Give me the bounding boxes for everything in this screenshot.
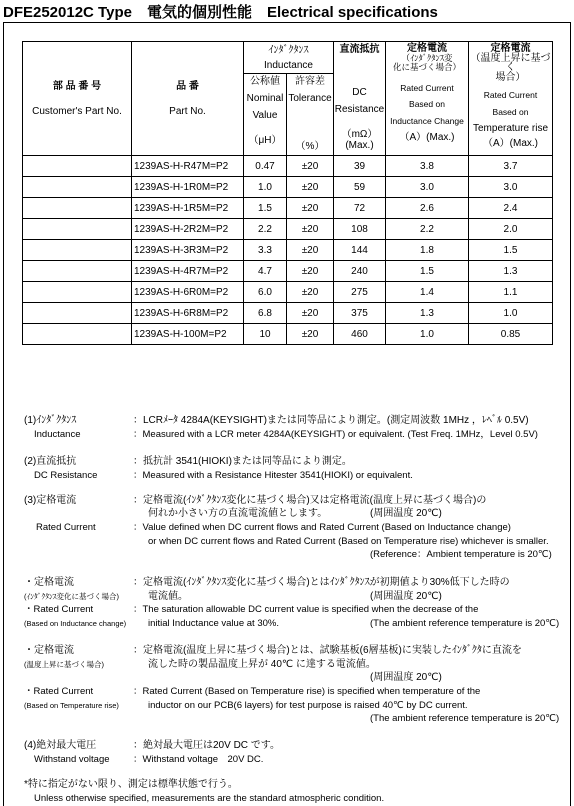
- note-ic-label-en: ・Rated Current: [24, 604, 94, 615]
- part-no-header: 品 番 Part No.: [132, 42, 244, 156]
- rated-current-temperature-cell: 3.0: [469, 177, 553, 198]
- rated-current-temperature-cell: 0.85: [469, 324, 553, 345]
- inductance-header: ｲﾝﾀﾞｸﾀﾝｽ Inductance: [244, 42, 334, 74]
- part-no-cell: 1239AS-H-1R0M=P2: [132, 177, 244, 198]
- rated-current-temperature-cell: 1.0: [469, 303, 553, 324]
- part-no-cell: 1239AS-H-6R0M=P2: [132, 282, 244, 303]
- dc-resistance-cell: 240: [334, 261, 386, 282]
- note-tr-label: ・定格電流: [24, 645, 74, 656]
- part-no-cell: 1239AS-H-6R8M=P2: [132, 303, 244, 324]
- note-rated-jp2: 何れか小さい方の直流電流値とします。: [148, 508, 328, 519]
- rated-current-temperature-cell: 2.0: [469, 219, 553, 240]
- note-tr-jp3: (周囲温度 20℃): [370, 672, 442, 683]
- nominal-value-header: 公称値 Nominal Value （μH）: [244, 74, 287, 156]
- tolerance-cell: ±20: [287, 177, 334, 198]
- part-no-cell: 1239AS-H-1R5M=P2: [132, 198, 244, 219]
- rated-current-inductance-cell: 1.4: [386, 282, 469, 303]
- note-dc-label: (2)直流抵抗: [24, 456, 77, 467]
- rated-current-temperature-cell: 2.4: [469, 198, 553, 219]
- tolerance-cell: ±20: [287, 156, 334, 177]
- note-dc-label-en: DC Resistance: [34, 470, 98, 481]
- dc-resistance-cell: 460: [334, 324, 386, 345]
- inductance-cell: 1.5: [244, 198, 287, 219]
- dc-resistance-cell: 59: [334, 177, 386, 198]
- inductance-cell: 1.0: [244, 177, 287, 198]
- note-rated-jp1: ：定格電流(ｲﾝﾀﾞｸﾀﾝｽ変化に基づく場合)又は定格電流(温度上昇に基づく場合)の: [133, 495, 487, 506]
- note-rated-en1: ：Value defined when DC current flows and Rated Current (Based on Inductance change): [133, 522, 511, 533]
- dc-resistance-cell: 72: [334, 198, 386, 219]
- rated-current-temperature-cell: 1.3: [469, 261, 553, 282]
- note-rated-label-en: Rated Current: [36, 522, 96, 533]
- inductance-cell: 6.8: [244, 303, 287, 324]
- rated-current-temperature-cell: 3.7: [469, 156, 553, 177]
- note-wv-en: ：Withstand voltage 20V DC.: [133, 754, 264, 765]
- tolerance-cell: ±20: [287, 240, 334, 261]
- inductance-cell: 3.3: [244, 240, 287, 261]
- note-rated-label: (3)定格電流: [24, 495, 77, 506]
- note-rated-en2: or when DC current flows and Rated Current (Based on Temperature rise) whichever is smaller.: [148, 536, 549, 547]
- note-tr-label-en: ・Rated Current: [24, 686, 94, 697]
- note-dc-jp: ：抵抗計 3541(HIOKI)または同等品により測定。: [133, 456, 352, 467]
- note-ic-en2: initial Inductance value at 30%.: [148, 618, 279, 629]
- note-tr-jp2: 流した時の製品温度上昇が 40℃ に達する電流値。: [148, 659, 376, 670]
- tolerance-cell: ±20: [287, 324, 334, 345]
- dc-resistance-cell: 275: [334, 282, 386, 303]
- note-dc-en: ：Measured with a Resistance Hitester 3541(HIOKI) or equivalent.: [133, 470, 413, 481]
- note-ic-en3: (The ambient reference temperature is 20℃): [370, 618, 560, 629]
- note-ic-jp2: 電流値。: [148, 591, 188, 602]
- page-title: DFE252012C Type 電気的個別性能 Electrical specifications: [3, 4, 438, 21]
- inductance-cell: 2.2: [244, 219, 287, 240]
- rated-current-inductance-cell: 1.3: [386, 303, 469, 324]
- tolerance-cell: ±20: [287, 198, 334, 219]
- note-inductance-en: ：Measured with a LCR meter 4284A(KEYSIGHT) or equivalent. (Test Freq. 1MHz，Level 0.5V): [133, 429, 538, 440]
- tolerance-cell: ±20: [287, 282, 334, 303]
- dc-resistance-cell: 39: [334, 156, 386, 177]
- note-wv-jp: ：絶対最大電圧は20V DC です。: [133, 740, 280, 751]
- note-rated-en3: (Reference：Ambient temperature is 20℃): [370, 549, 552, 560]
- rated-current-inductance-cell: 2.2: [386, 219, 469, 240]
- note-rated-jp3: (周囲温度 20℃): [370, 508, 442, 519]
- footnote-jp: *特に指定がない限り、測定は標準状態で行う。: [24, 779, 238, 790]
- tolerance-header: 許容差 Tolerance （%）: [287, 74, 334, 156]
- note-ic-en1: ：The saturation allowable DC current value is specified when the decrease of the: [133, 604, 479, 615]
- note-inductance-label-en: Inductance: [34, 429, 81, 440]
- rated-current-inductance-cell: 3.8: [386, 156, 469, 177]
- tolerance-cell: ±20: [287, 303, 334, 324]
- tolerance-cell: ±20: [287, 261, 334, 282]
- rated-current-inductance-cell: 2.6: [386, 198, 469, 219]
- part-no-cell: 1239AS-H-4R7M=P2: [132, 261, 244, 282]
- dc-resistance-cell: 375: [334, 303, 386, 324]
- inductance-cell: 4.7: [244, 261, 287, 282]
- note-tr-label-en-sub: (Based on Temperature rise): [24, 701, 119, 710]
- dc-resistance-header: 直流抵抗 DC Resistance （mΩ）(Max.): [334, 42, 386, 156]
- rated-current-inductance-cell: 1.0: [386, 324, 469, 345]
- rated-current-inductance-cell: 1.8: [386, 240, 469, 261]
- rated-current-temperature-cell: 1.5: [469, 240, 553, 261]
- part-no-cell: 1239AS-H-100M=P2: [132, 324, 244, 345]
- part-no-cell: 1239AS-H-R47M=P2: [132, 156, 244, 177]
- rated-current-temperature-cell: 1.1: [469, 282, 553, 303]
- dc-resistance-cell: 144: [334, 240, 386, 261]
- rated-current-temperature-header: 定格電流 （温度上昇に基づく 場合） Rated Current Based on Temperature rise （A）(Max.): [469, 42, 553, 156]
- note-tr-en2: inductor on our PCB(6 layers) for test purpose is raised 40℃ by DC current.: [148, 700, 468, 711]
- tolerance-cell: ±20: [287, 219, 334, 240]
- inductance-cell: 6.0: [244, 282, 287, 303]
- note-ic-jp3: (周囲温度 20℃): [370, 591, 442, 602]
- footnote-en: Unless otherwise specified, measurements are the standard atmospheric condition.: [34, 793, 385, 804]
- note-inductance-label: (1)ｲﾝﾀﾞｸﾀﾝｽ: [24, 415, 77, 426]
- rated-current-inductance-header: 定格電流 （ｲﾝﾀﾞｸﾀﾝｽ変 化に基づく場合） Rated Current Based on Inductance Change （A）(Max.): [386, 42, 469, 156]
- customer-part-header: 部 品 番 号 Customer's Part No.: [23, 42, 132, 156]
- inductance-cell: 10: [244, 324, 287, 345]
- note-ic-jp1: ：定格電流(ｲﾝﾀﾞｸﾀﾝｽ変化に基づく場合)とはｲﾝﾀﾞｸﾀﾝｽが初期値より30%低下した時の: [133, 577, 510, 588]
- note-inductance-jp: ：LCRﾒｰﾀ 4284A(KEYSIGHT)または同等品により測定。(測定周波数 1MHz ，ﾚﾍﾞﾙ 0.5V): [133, 415, 529, 426]
- rated-current-inductance-cell: 3.0: [386, 177, 469, 198]
- inductance-cell: 0.47: [244, 156, 287, 177]
- note-tr-en1: ：Rated Current (Based on Temperature rise) is specified when temperature of the: [133, 686, 481, 697]
- note-tr-en3: (The ambient reference temperature is 20℃): [370, 713, 560, 724]
- part-no-cell: 1239AS-H-2R2M=P2: [132, 219, 244, 240]
- dc-resistance-cell: 108: [334, 219, 386, 240]
- note-ic-label-sub: (ｲﾝﾀﾞｸﾀﾝｽ変化に基づく場合): [24, 592, 119, 601]
- note-tr-label-sub: (温度上昇に基づく場合): [24, 660, 104, 669]
- note-ic-label-en-sub: (Based on Inductance change): [24, 619, 127, 628]
- note-wv-label: (4)絶対最大電圧: [24, 740, 97, 751]
- note-tr-jp1: ：定格電流(温度上昇に基づく場合)とは、試験基板(6層基板)に実装したｲﾝﾀﾞｸﾀに直流を: [133, 645, 522, 656]
- rated-current-inductance-cell: 1.5: [386, 261, 469, 282]
- part-no-cell: 1239AS-H-3R3M=P2: [132, 240, 244, 261]
- note-ic-label: ・定格電流: [24, 577, 74, 588]
- note-wv-label-en: Withstand voltage: [34, 754, 110, 765]
